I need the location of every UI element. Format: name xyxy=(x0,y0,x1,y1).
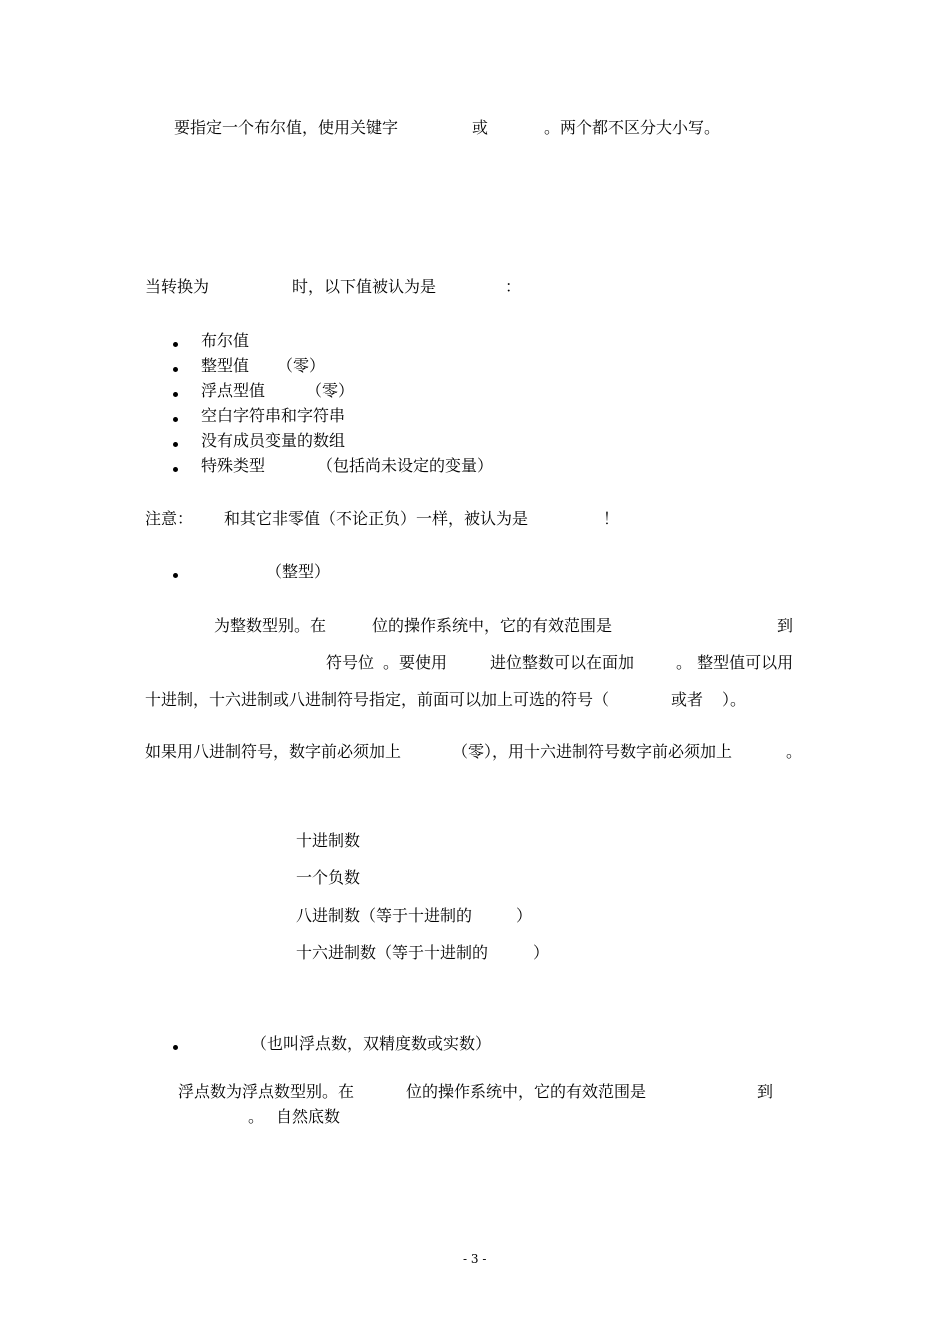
list-item-float: 浮点型值 xyxy=(201,381,266,400)
note-bang: ！ xyxy=(603,509,620,528)
intro-or: 或 xyxy=(472,118,489,137)
example-hex-close: ） xyxy=(533,943,550,962)
list-item-integer: 整型值 xyxy=(201,356,250,375)
float-p1-b: 位的操作系统中，它的有效范围是 xyxy=(406,1082,647,1101)
integer-p1-c: 到 xyxy=(777,616,794,635)
page-number: - 3 - xyxy=(463,1252,487,1266)
float-p1-c: 到 xyxy=(757,1082,774,1101)
example-octal: 八进制数（等于十进制的 xyxy=(296,906,473,925)
integer-p2-d: 。 整型值可以用 xyxy=(676,653,794,672)
integer-p3-c: ）。 xyxy=(722,690,747,709)
float-p2: 。 xyxy=(248,1107,265,1126)
bullet-dot xyxy=(173,392,178,397)
float-p2-b: 自然底数 xyxy=(276,1107,341,1126)
integer-p1: 为整数型别。在 xyxy=(214,616,327,635)
example-negative: 一个负数 xyxy=(296,868,361,887)
list-item-special-note: （包括尚未设定的变量） xyxy=(317,456,494,475)
bullet-dot xyxy=(173,442,178,447)
note-text: 和其它非零值（不论正负）一样，被认为是 xyxy=(224,509,529,528)
bullet-dot xyxy=(173,367,178,372)
integer-p4: 如果用八进制符号，数字前必须加上 xyxy=(145,742,402,761)
intro-text-end: 。两个都不区分大小写。 xyxy=(544,118,721,137)
intro-text: 要指定一个布尔值，使用关键字 xyxy=(174,118,399,137)
note-label: 注意： xyxy=(145,509,194,528)
integer-p2-b: 。要使用 xyxy=(383,653,448,672)
bullet-dot xyxy=(173,417,178,422)
list-item-special: 特殊类型 xyxy=(201,456,266,475)
list-item-integer-zero: （零） xyxy=(277,356,326,375)
convert-text-2: 时，以下值被认为是 xyxy=(292,277,437,296)
bullet-dot xyxy=(173,342,178,347)
integer-p3-b: 或者 xyxy=(671,690,704,709)
integer-p4-b: （零），用十六进制符号数字前必须加上 xyxy=(452,742,733,761)
list-item-string: 空白字符串和字符串 xyxy=(201,406,346,425)
float-heading: （也叫浮点数，双精度数或实数） xyxy=(251,1034,492,1053)
integer-p2-c: 进位整数可以在面加 xyxy=(490,653,635,672)
integer-p2: 符号位 xyxy=(326,653,375,672)
example-octal-close: ） xyxy=(516,906,533,925)
list-item-array: 没有成员变量的数组 xyxy=(201,431,346,450)
float-p1: 浮点数为浮点数型别。在 xyxy=(178,1082,355,1101)
example-hex: 十六进制数（等于十进制的 xyxy=(296,943,489,962)
list-item-float-zero: （零） xyxy=(306,381,355,400)
bullet-dot xyxy=(173,573,178,578)
convert-colon: ： xyxy=(505,277,522,296)
bullet-dot xyxy=(173,1045,178,1050)
integer-heading: （整型） xyxy=(266,562,331,581)
example-decimal: 十进制数 xyxy=(296,831,361,850)
integer-p3: 十进制，十六进制或八进制符号指定，前面可以加上可选的符号（ xyxy=(145,690,610,709)
convert-text: 当转换为 xyxy=(145,277,210,296)
bullet-dot xyxy=(173,467,178,472)
integer-p1-b: 位的操作系统中，它的有效范围是 xyxy=(372,616,613,635)
list-item-boolean: 布尔值 xyxy=(201,331,250,350)
integer-p4-c: 。 xyxy=(786,742,803,761)
